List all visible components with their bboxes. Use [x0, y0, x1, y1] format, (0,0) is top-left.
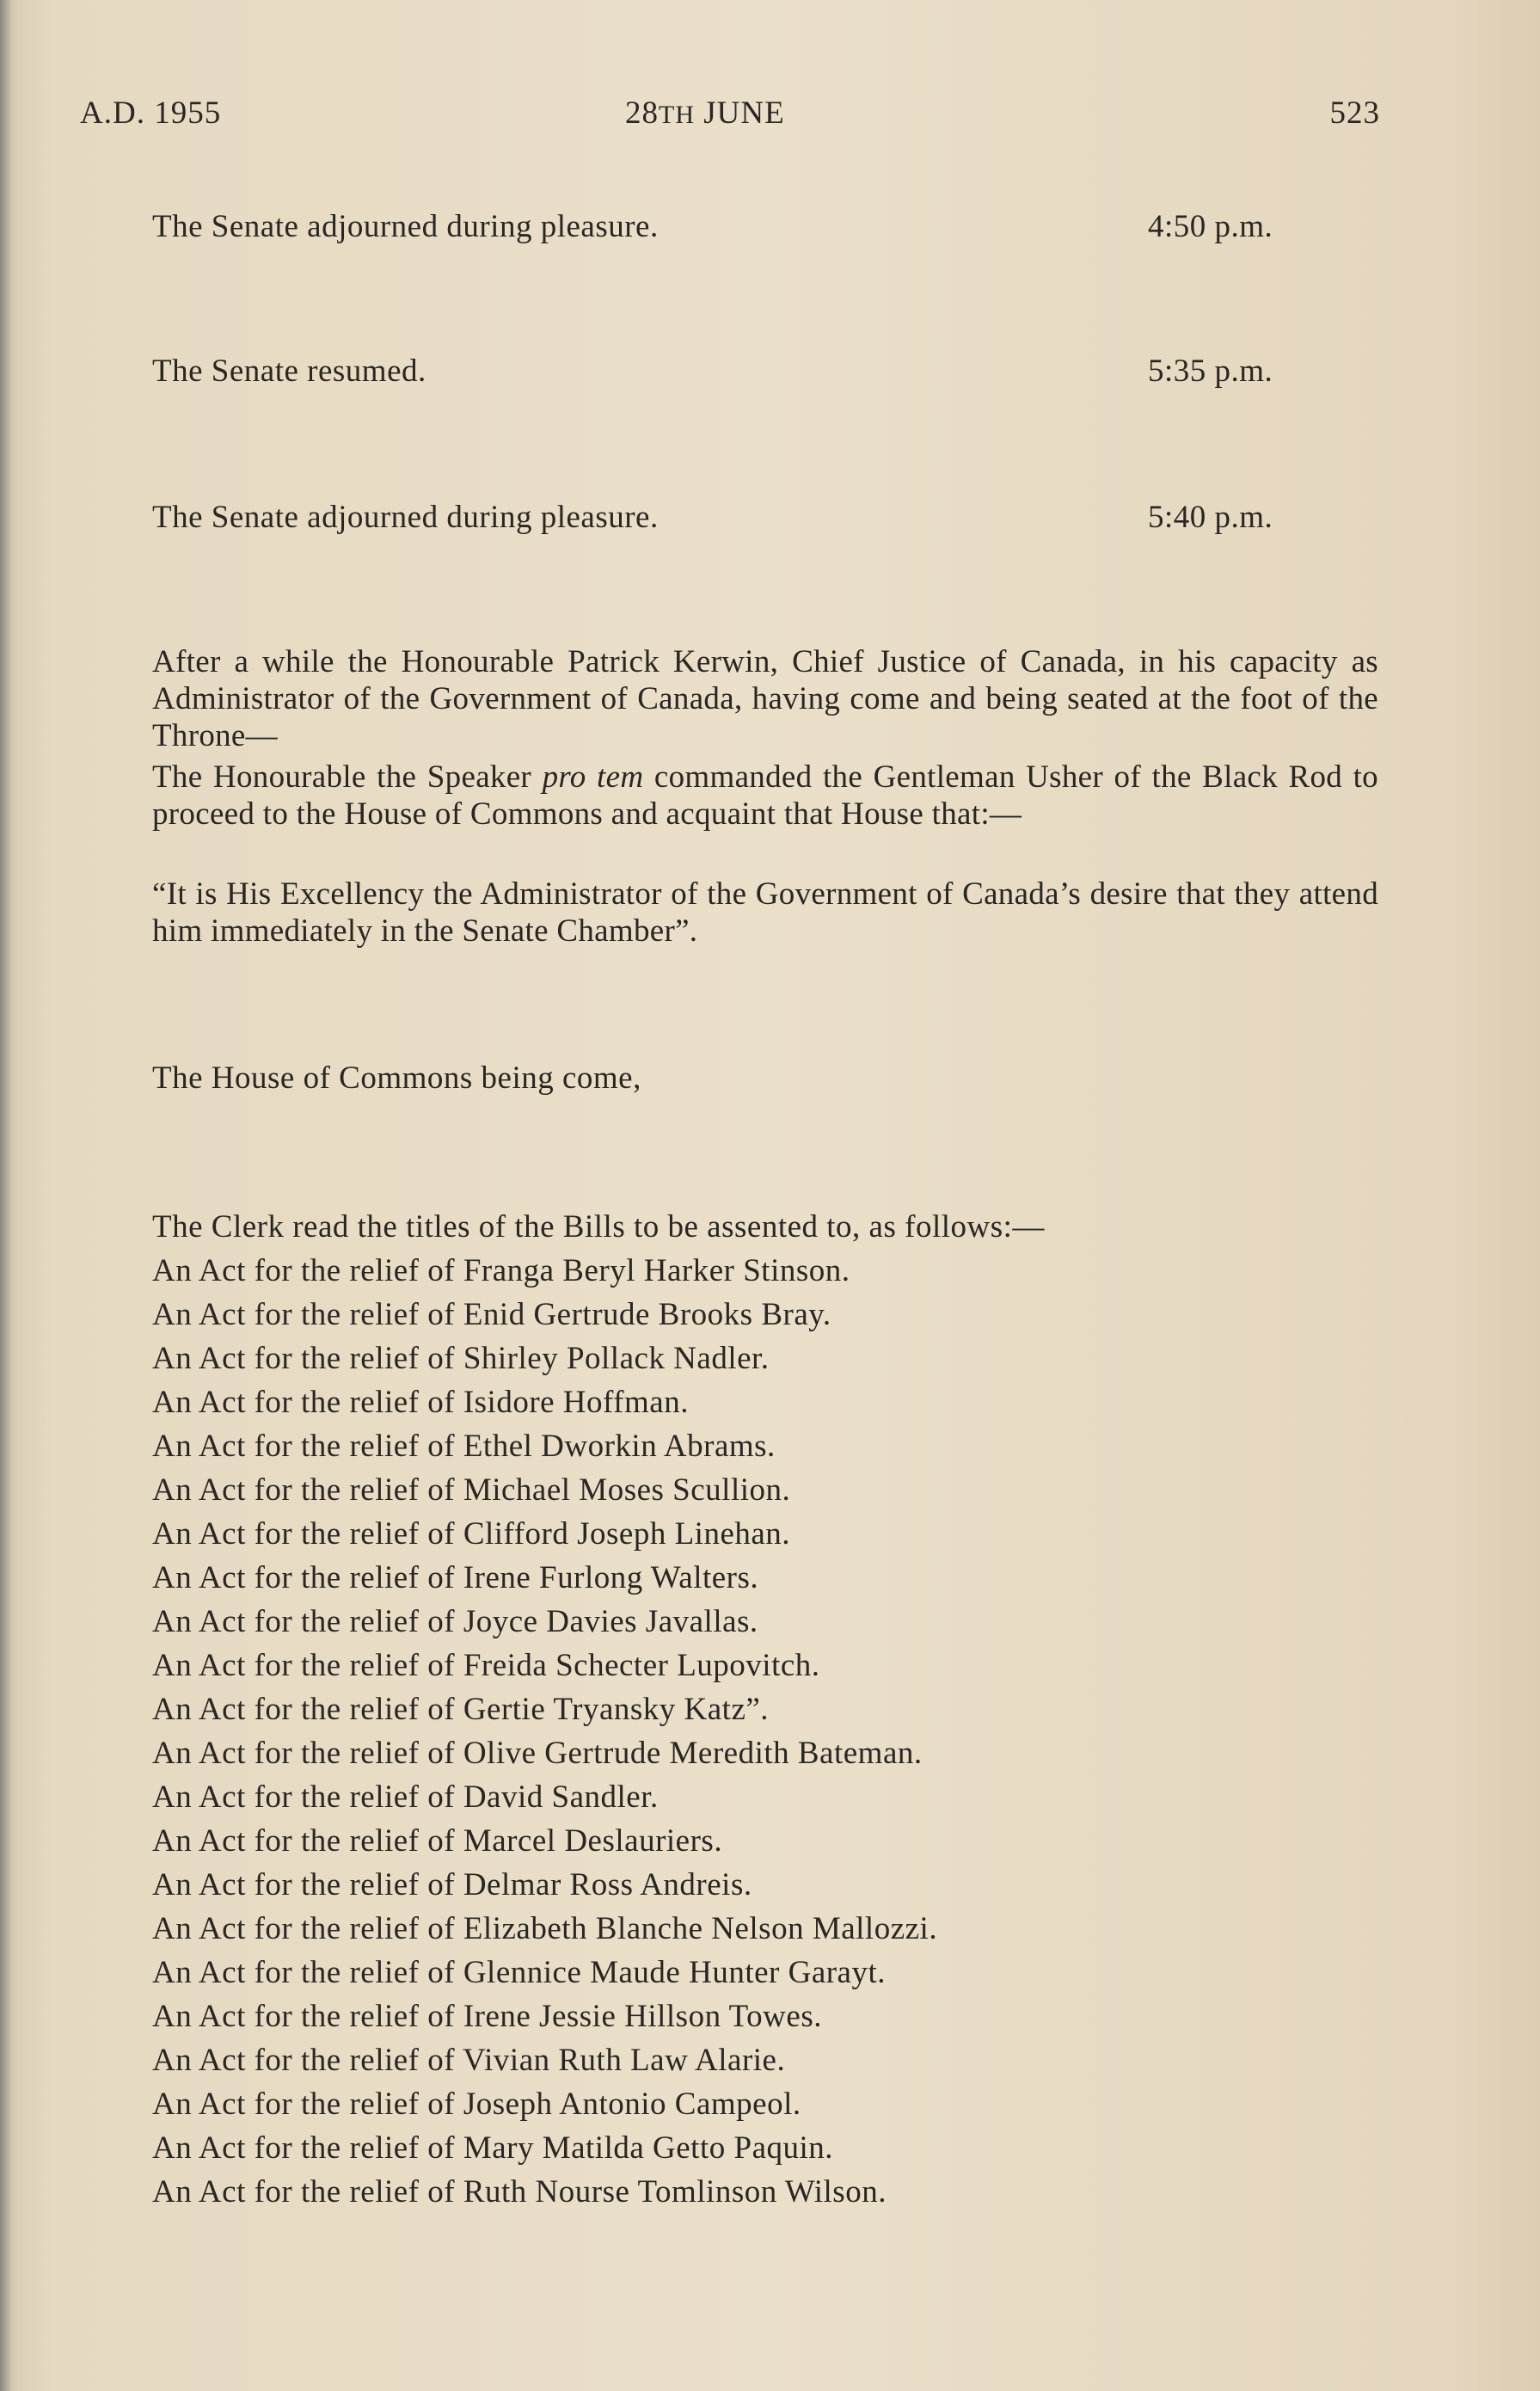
list-item: An Act for the relief of Mary Matilda Getto Paquin. [152, 2130, 834, 2166]
event-time: 5:40 p.m. [1148, 500, 1273, 535]
paragraph-arrival: After a while the Honourable Patrick Kerwin, Chief Justice of Canada, in his capacity as Administrator of the Government of Canada, having come and being seated at the foot of the Throne— [152, 644, 1378, 753]
list-item: An Act for the relief of Gertie Tryansky Katz”. [152, 1692, 770, 1727]
list-item: An Act for the relief of Ruth Nourse Tomlinson Wilson. [152, 2174, 887, 2210]
header-date-suffix: TH [659, 101, 695, 129]
event-line [152, 499, 1309, 536]
list-item: An Act for the relief of Olive Gertrude Meredith Bateman. [152, 1736, 923, 1771]
clerk-line: The Clerk read the titles of the Bills to be assented to, as follows:— [152, 1209, 1045, 1245]
header-date-month: JUNE [703, 95, 785, 131]
list-item: An Act for the relief of Joyce Davies Javallas. [152, 1604, 758, 1639]
event-text: The Senate resumed. [152, 353, 426, 389]
event-time: 4:50 p.m. [1148, 209, 1273, 244]
speaker-paragraph [80, 759, 1378, 833]
list-item: An Act for the relief of Enid Gertrude Brooks Bray. [152, 1297, 831, 1332]
list-item: An Act for the relief of Freida Schecter Lupovitch. [152, 1648, 820, 1683]
list-item: An Act for the relief of Shirley Pollack Nadler. [152, 1341, 770, 1376]
list-item: An Act for the relief of Delmar Ross Andreis. [152, 1867, 752, 1902]
list-item: An Act for the relief of Ethel Dworkin Abrams. [152, 1429, 776, 1464]
event-text: The Senate adjourned during pleasure. [152, 209, 659, 244]
list-item: An Act for the relief of Elizabeth Blanche Nelson Mallozzi. [152, 1911, 938, 1946]
paragraph-speaker-italic: pro tem [542, 759, 644, 795]
paragraph-speaker-after: commanded the Gentleman Usher of the Black Rod to proceed to the House of Commons and acquaint that House that:— [152, 759, 1378, 832]
list-item: An Act for the relief of Marcel Deslauriers. [152, 1823, 723, 1859]
list-item: An Act for the relief of Joseph Antonio Campeol. [152, 2087, 801, 2122]
list-item: An Act for the relief of Irene Furlong Walters. [152, 1560, 759, 1595]
list-item: An Act for the relief of Vivian Ruth Law Alarie. [152, 2043, 786, 2078]
list-item: An Act for the relief of Clifford Joseph Linehan. [152, 1516, 791, 1552]
event-line [152, 208, 1309, 245]
paragraph-speaker-before: The Honourable the Speaker [152, 759, 543, 795]
paragraph-desire: “It is His Excellency the Administrator of the Government of Canada’s desire that they attend him immediately in the Senate Chamber”. [152, 876, 1378, 949]
event-text: The Senate adjourned during pleasure. [152, 500, 659, 535]
event-line [152, 353, 1309, 390]
list-item: An Act for the relief of Glennice Maude Hunter Garayt. [152, 1955, 887, 1990]
header-date-day: 28 [625, 95, 659, 131]
page-header [80, 95, 1380, 138]
desire-paragraph [80, 876, 1378, 950]
list-item: An Act for the relief of Franga Beryl Harker Stinson. [152, 1253, 850, 1288]
header-date [625, 95, 785, 132]
list-item: An Act for the relief of David Sandler. [152, 1779, 659, 1815]
commons-line: The House of Commons being come, [152, 1060, 641, 1096]
bills-list [152, 1206, 1045, 2214]
event-time: 5:35 p.m. [1148, 353, 1273, 389]
header-page-number: 523 [1329, 95, 1380, 131]
header-year: A.D. 1955 [80, 95, 222, 131]
list-item: An Act for the relief of Isidore Hoffman. [152, 1385, 689, 1420]
administrator-paragraph [80, 643, 1378, 754]
list-item: An Act for the relief of Michael Moses Scullion. [152, 1472, 791, 1508]
page-binding-edge [0, 0, 12, 2391]
list-item: An Act for the relief of Irene Jessie Hillson Towes. [152, 1999, 822, 2034]
paragraph-speaker [80, 759, 1378, 833]
